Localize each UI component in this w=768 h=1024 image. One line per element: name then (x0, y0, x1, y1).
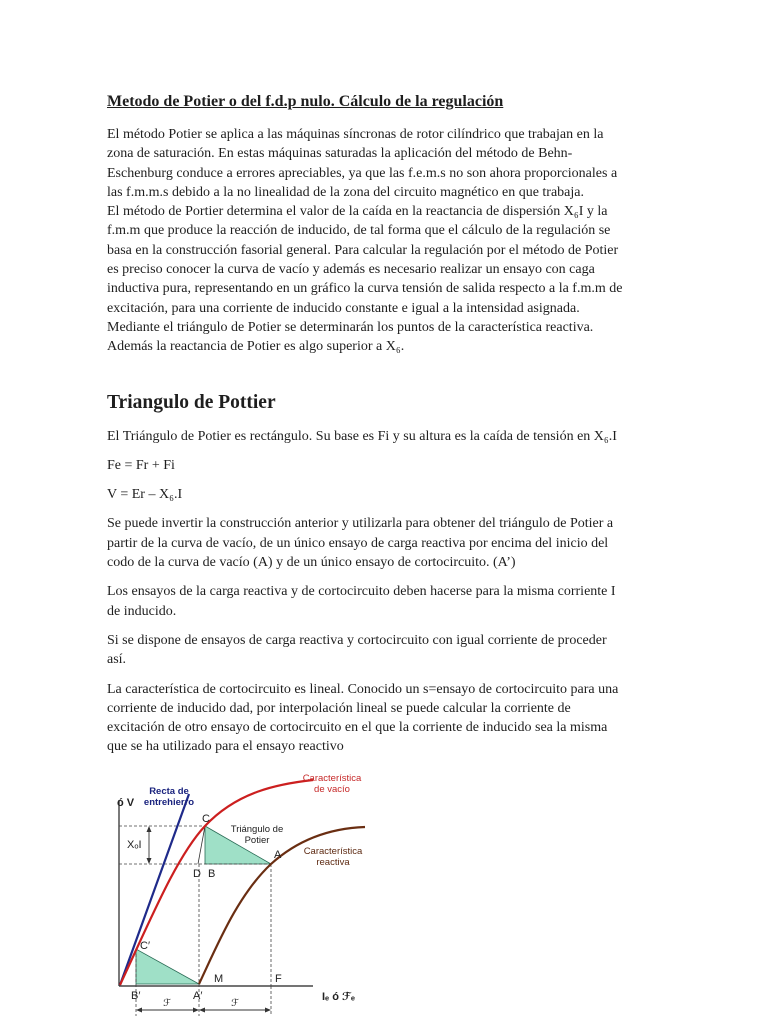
label-y-axis: ó V (117, 797, 135, 809)
label-point-a-prime: A′ (193, 990, 203, 1002)
paragraph-line: corriente de inducido dad, por interpolación lineal se puede calcular la corriente de (107, 700, 571, 716)
label-triangle-1: Triángulo de (230, 824, 284, 835)
equation-paragraph (107, 456, 667, 475)
label-airgap-2: entrehierro (143, 797, 195, 808)
dimension-arrow (199, 1008, 205, 1013)
label-noload-2: de vacío (314, 784, 350, 795)
intro-line: zona de saturación. En estas máquinas saturadas la aplicación del método de Behn- (107, 146, 573, 162)
label-reactive-2: reactiva (316, 857, 350, 868)
label-reactive-1: Característica (303, 846, 363, 857)
intro-line: es preciso conocer la curva de vacío y además es necesario realizar un ensayo con caga (107, 262, 595, 278)
paragraph-line: Los ensayos de la carga reactiva y de cortocircuito deben hacerse para la misma corriente I (107, 584, 616, 600)
label-point-c: C (202, 813, 210, 825)
paragraph-line: que se ha utilizado para el ensayo reactivo (107, 739, 344, 755)
dimension-arrow (136, 1008, 142, 1013)
paragraph-line: V = Er – X₆.I (107, 487, 183, 503)
label-point-b-prime: B′ (131, 990, 141, 1002)
potier-diagram-svg (107, 766, 377, 1018)
intro-line: las f.m.m.s debido a la no linealidad de la zona del circuito magnético en que trabaja. (107, 184, 584, 200)
paragraph-line: Fe = Fr + Fi (107, 457, 175, 473)
xoi-arrow-bottom (147, 858, 152, 864)
xoi-arrow-top (147, 826, 152, 832)
potier-diagram (107, 766, 377, 1018)
label-point-a: A (274, 849, 282, 861)
label-f-right: ℱ (231, 998, 239, 1009)
dimension-arrow (265, 1008, 271, 1013)
label-point-c-prime: C′ (140, 940, 151, 952)
intro-line: El método Potier se aplica a las máquinas síncronas de rotor cilíndrico que trabajan en la (107, 127, 604, 142)
label-point-b: B (208, 868, 216, 880)
intro-line: Además la reactancia de Potier es algo superior a X₆. (107, 339, 405, 355)
label-point-m: M (214, 973, 224, 985)
intro-line: f.m.m que produce la reacción de inducido, de tal forma que el cálculo de la regulación se (107, 223, 611, 239)
intro-line: basa en la construcción fasorial general. Para calcular la regulación por el método de Potier (107, 242, 619, 258)
paragraph (107, 631, 667, 670)
document-page (107, 92, 667, 767)
paragraph-line: excitación de otro ensayo de cortocircuito en el que la corriente de inducido sea la misma (107, 720, 608, 736)
intro-line: inductiva pura, representando en un gráfico la curva tensión de salida respecto a la f.m.m de (107, 281, 623, 297)
section-title: Triangulo de Pottier (107, 391, 276, 413)
label-f-left: ℱ (163, 998, 171, 1009)
paragraph-line: de inducido. (107, 603, 177, 619)
label-noload-1: Característica (302, 773, 362, 784)
label-triangle-2: Potier (244, 835, 270, 846)
intro-line: Eschenburg conduce a errores apreciables, ya que las f.e.m.s no son ahora proporcionales a (107, 165, 618, 181)
paragraph-line: así. (107, 652, 127, 668)
paragraph (107, 427, 667, 446)
paragraph-line: codo de la curva de vacío (A) y de un único ensayo de cortocircuito. (A’) (107, 555, 516, 571)
paragraph-line: Se puede invertir la construcción anterior y utilizarla para obtener del triángulo de Potier a (107, 516, 614, 532)
paragraph (107, 514, 667, 572)
paragraph-line: Si se dispone de ensayos de carga reactiva y cortocircuito con igual corriente de proceder (107, 632, 607, 648)
paragraph-line: partir de la curva de vacío, de un único ensayo de carga reactiva por encima del inicio del (107, 535, 609, 551)
intro-line: El método de Portier determina el valor de la caída en la reactancia de dispersión X₆I y la (107, 204, 608, 220)
intro-paragraph (107, 125, 667, 357)
noload-curve (120, 780, 313, 985)
dimension-arrow (193, 1008, 199, 1013)
paragraph-line: El Triángulo de Potier es rectángulo. Su base es Fi y su altura es la caída de tensión en X₆.I (107, 428, 617, 444)
intro-line: Mediante el triángulo de Potier se determinarán los puntos de la característica reactiva. (107, 319, 594, 335)
label-point-d: D (193, 868, 201, 880)
label-x-axis: Iₑ ó ℱₑ (322, 991, 356, 1003)
paragraph-line: La característica de cortocircuito es lineal. Conocido un s=ensayo de cortocircuito para una (107, 681, 619, 697)
airgap-line (120, 794, 189, 985)
document-title: Metodo de Potier o del f.d.p nulo. Cálculo de la regulación (107, 93, 504, 110)
potier-triangle-lower (136, 949, 199, 984)
label-airgap-1: Recta de (149, 786, 189, 797)
paragraph (107, 582, 667, 621)
equation-paragraph (107, 485, 667, 504)
label-xoi: XₒI (127, 839, 142, 851)
paragraph (107, 680, 667, 757)
intro-line: excitación, para una corriente de inducido constante e igual a la intensidad asignada. (107, 300, 580, 316)
label-point-f: F (275, 973, 282, 985)
